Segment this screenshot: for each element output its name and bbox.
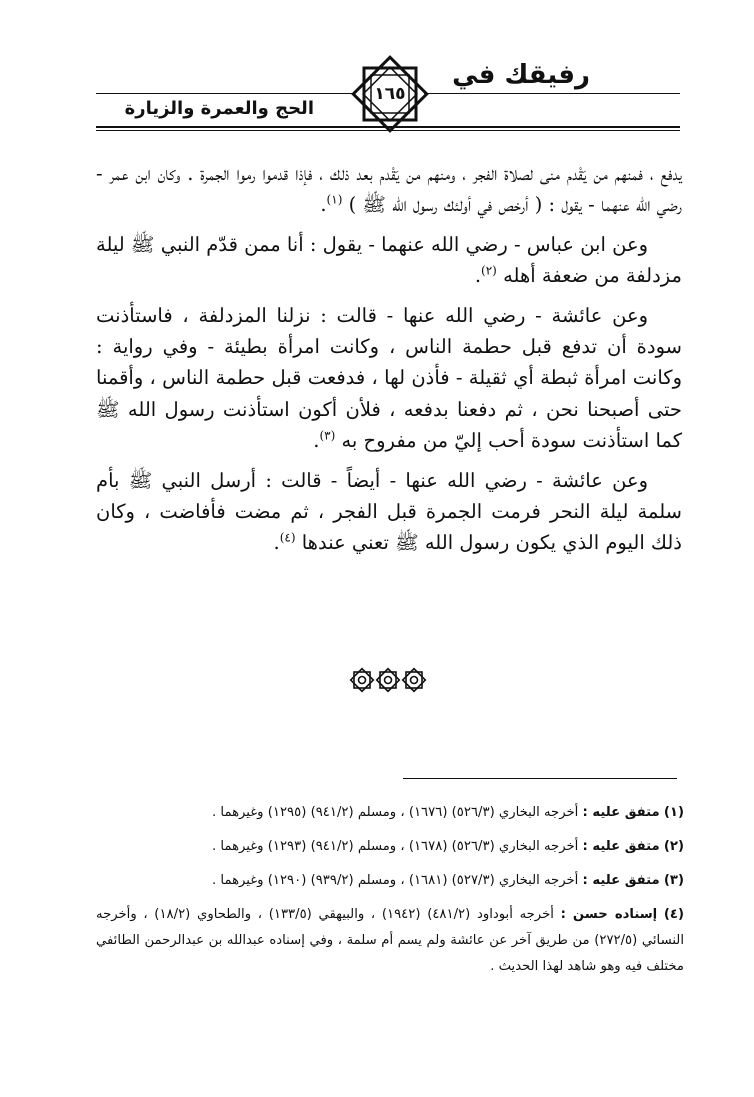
footnote-text: أخرجه أبوداود (٤٨١/٢) (١٩٤٢) ، والبيهقي (١٣٣/٥) ، والطحاوي (١٨/٢) ، وأخرجه النسائي (٢٧٢/٥) من طريق آخر عن عائشة ولم يسم أم سلمة ، وفي إسناده عبدالله بن عبدالرحمن الطائفي مختلف فيه وهو شاهد لهذا الحديث . xyxy=(96,907,684,974)
running-title-line2: الحج والعمرة والزيارة xyxy=(124,98,314,119)
footnote-number: (٢) xyxy=(663,839,684,854)
footnote-number: (١) xyxy=(663,805,684,820)
paragraph-text: يدفع ، فمنهم من يَقْدم منى لصلاة الفجر ، ومنهم من يَقْدم بعد ذلك ، فإذا قدموا رموا الجمرة . وكان ابن عمر - رضي الله عنهما - يقول : ( أرخص في أولئك رسول الله ﷺ ) xyxy=(96,162,682,217)
paragraph-1: يدفع ، فمنهم من يَقْدم منى لصلاة الفجر ، ومنهم من يَقْدم بعد ذلك ، فإذا قدموا رموا الجمرة . وكان ابن عمر - رضي الله عنهما - يقول : ( أرخص في أولئك رسول الله ﷺ ) $^{(١)}$. xyxy=(96,162,682,217)
page-number: ١٦٥ xyxy=(374,84,406,104)
paragraph-4: وعن عائشة - رضي الله عنها - أيضاً - قالت : أرسل النبي ﷺ بأم سلمة ليلة النحر فرمت الجمرة قبل الفجر ، ثم مضت فأفاضت ، وكان ذلك اليوم الذي يكون رسول الله ﷺ تعني عندها $^{(٤)}$. xyxy=(96,468,682,555)
footnote-text: أخرجه البخاري (٥٢٦/٣) (١٦٧٦) ، ومسلم (٩٤١/٢) (١٢٩٥) وغيرهما . xyxy=(212,805,579,820)
footnote-grade: متفق عليه : xyxy=(582,805,660,820)
footnote-2 xyxy=(96,834,684,860)
footnote-ref: (٤) xyxy=(279,530,296,545)
paragraph-text: وعن عائشة - رضي الله عنها - قالت : نزلنا المزدلفة ، فاستأذنت سودة أن تدفع قبل حطمة الناس ، وكانت امرأة بطيئة - وفي رواية : وكانت امرأة ثبطة أي ثقيلة - فأذن لها ، فدفعت قبل حطمة الناس ، وأقمنا حتى أصبحنا نحن ، ثم دفعنا بدفعه ، فلأن أكون استأذنت رسول الله ﷺ كما استأذنت سودة أحب إليّ من مفروح به xyxy=(96,303,682,453)
paragraph-text: وعن ابن عباس - رضي الله عنهما - يقول : أنا ممن قدّم النبي ﷺ ليلة مزدلفة من ضعفة أهله xyxy=(96,232,682,288)
footnotes xyxy=(96,800,684,988)
footnote-ref: (١) xyxy=(326,192,343,207)
header-rule-left xyxy=(96,93,352,94)
footnote-ref: (٢) xyxy=(481,263,497,278)
footnote-number: (٤) xyxy=(663,907,685,922)
footnote-4 xyxy=(96,902,684,980)
section-divider-stars-icon xyxy=(349,666,427,694)
footnote-text: أخرجه البخاري (٥٢٦/٣) (١٦٧٨) ، ومسلم (٩٤١/٢) (١٢٩٣) وغيرهما . xyxy=(212,839,579,854)
footnote-3 xyxy=(96,868,684,894)
footnote-number: (٣) xyxy=(663,873,684,888)
running-title-line1: رفيقك في xyxy=(452,60,590,90)
paragraph-3: وعن عائشة - رضي الله عنها - قالت : نزلنا المزدلفة ، فاستأذنت سودة أن تدفع قبل حطمة الناس ، وكانت امرأة بطيئة - وفي رواية : وكانت امرأة ثبطة أي ثقيلة - فأذن لها ، فدفعت قبل حطمة الناس ، وأقمنا حتى أصبحنا نحن ، ثم دفعنا بدفعه ، فلأن أكون استأذنت رسول الله ﷺ كما استأذنت سودة أحب إليّ من مفروح به $^{(٣)}$. xyxy=(96,303,682,453)
footnote-separator xyxy=(403,778,677,779)
footnote-grade: متفق عليه : xyxy=(582,839,660,854)
footnote-grade: إسناده حسن : xyxy=(560,907,658,922)
header-rule-right xyxy=(424,93,680,94)
footnote-text: أخرجه البخاري (٥٢٧/٣) (١٦٨١) ، ومسلم (٩٣٩/٢) (١٢٩٠) وغيرهما . xyxy=(212,873,579,888)
footnote-grade: متفق عليه : xyxy=(582,873,660,888)
paragraph-text: وعن عائشة - رضي الله عنها - أيضاً - قالت : أرسل النبي ﷺ بأم سلمة ليلة النحر فرمت الجمرة قبل الفجر ، ثم مضت فأفاضت ، وكان ذلك اليوم الذي يكون رسول الله ﷺ تعني عندها xyxy=(96,468,682,555)
footnote-ref: (٣) xyxy=(319,428,336,443)
footnote-1 xyxy=(96,800,684,826)
body-text xyxy=(96,158,682,567)
paragraph-2: وعن ابن عباس - رضي الله عنهما - يقول : أنا ممن قدّم النبي ﷺ ليلة مزدلفة من ضعفة أهله $^{(٢)}$. xyxy=(96,232,682,288)
